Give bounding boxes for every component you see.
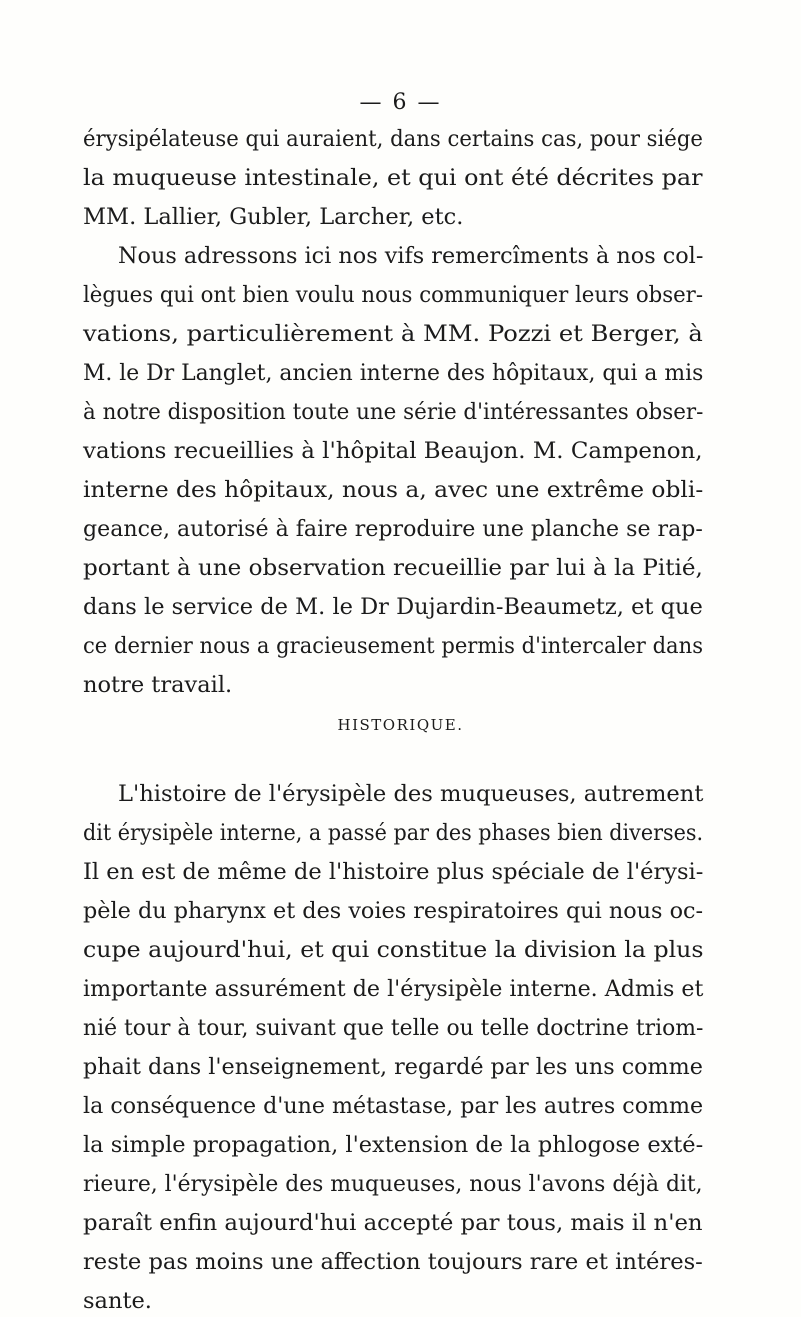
text-line: pèle du pharynx et des voies respiratoires qui nous oc- xyxy=(83,898,704,924)
text-line: lègues qui ont bien voulu nous communiquer leurs obser- xyxy=(83,282,704,308)
text-line: importante assurément de l'érysipèle interne. Admis et xyxy=(83,976,704,1002)
page-number: — 6 — xyxy=(359,90,442,115)
text-line: dit érysipèle interne, a passé par des phases bien diverses. xyxy=(83,820,704,846)
text-line: geance, autorisé à faire reproduire une planche se rap- xyxy=(83,516,703,542)
text-line: la simple propagation, l'extension de la phlogose exté- xyxy=(83,1132,704,1158)
text-line: notre travail. xyxy=(83,672,233,698)
text-line: nié tour à tour, suivant que telle ou telle doctrine triom- xyxy=(83,1015,704,1041)
text-line: portant à une observation recueillie par lui à la Pitié, xyxy=(83,555,703,581)
text-line: dans le service de M. le Dr Dujardin-Beaumetz, et que xyxy=(83,594,703,620)
text-line: paraît enfin aujourd'hui accepté par tous, mais il n'en xyxy=(83,1210,703,1236)
text-line: ce dernier nous a gracieusement permis d'intercaler dans xyxy=(83,633,704,659)
text-line: interne des hôpitaux, nous a, avec une extrême obli- xyxy=(83,477,704,503)
text-line: M. le Dr Langlet, ancien interne des hôpitaux, qui a mis xyxy=(83,360,704,386)
text-line: vations recueillies à l'hôpital Beaujon. M. Campenon, xyxy=(83,438,703,464)
text-line: la muqueuse intestinale, et qui ont été décrites par xyxy=(83,165,703,191)
text-line: MM. Lallier, Gubler, Larcher, etc. xyxy=(83,204,464,230)
text-line: à notre disposition toute une série d'intéressantes obser- xyxy=(83,399,704,425)
text-line: érysipélateuse qui auraient, dans certains cas, pour siége xyxy=(83,126,703,152)
text-line: sante. xyxy=(83,1288,152,1314)
text-line: vations, particulièrement à MM. Pozzi et Berger, à xyxy=(83,321,703,347)
text-line: Nous adressons ici nos vifs remercîments à nos col- xyxy=(118,243,704,269)
text-line: Il en est de même de l'histoire plus spéciale de l'érysi- xyxy=(83,859,704,885)
text-line: cupe aujourd'hui, et qui constitue la division la plus xyxy=(83,937,704,963)
section-heading: HISTORIQUE. xyxy=(337,716,464,734)
text-line: phait dans l'enseignement, regardé par les uns comme xyxy=(83,1054,703,1080)
text-line: reste pas moins une affection toujours rare et intéres- xyxy=(83,1249,703,1275)
text-line: la conséquence d'une métastase, par les autres comme xyxy=(83,1093,704,1119)
text-line: rieure, l'érysipèle des muqueuses, nous l'avons déjà dit, xyxy=(83,1171,703,1197)
text-line: L'histoire de l'érysipèle des muqueuses, autrement xyxy=(118,781,704,807)
